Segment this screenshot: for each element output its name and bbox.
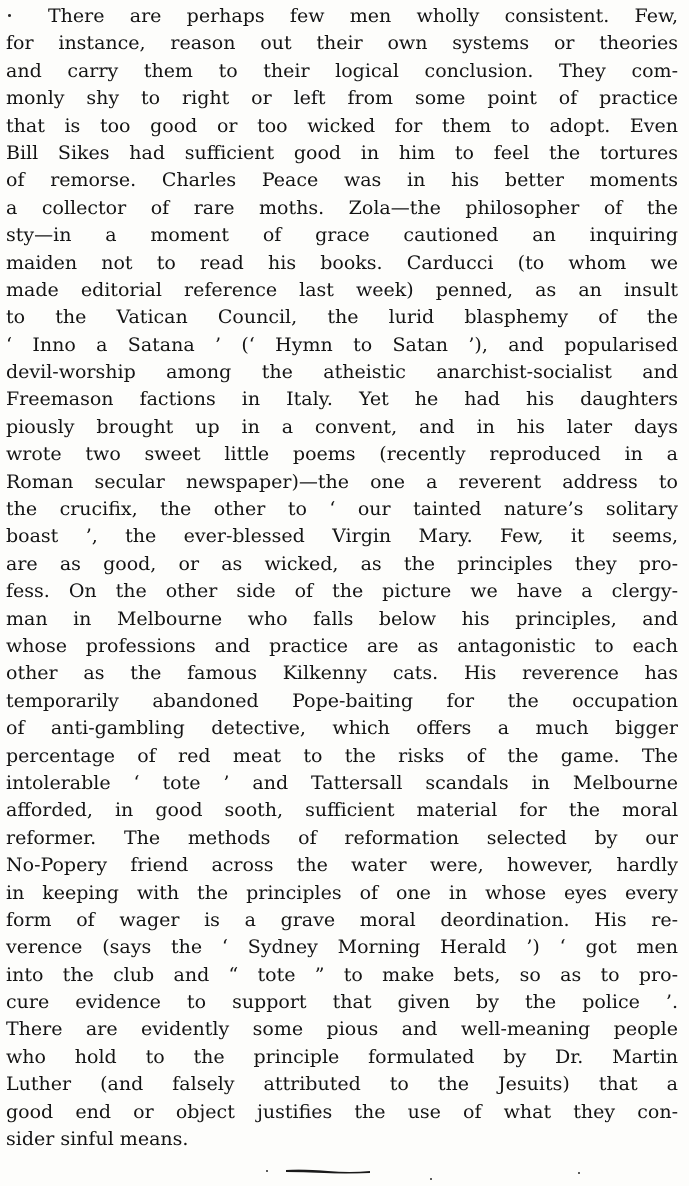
article-line: for instance, reason out their own systems or theories <box>6 32 678 55</box>
article-line: cure evidence to support that given by the police ’. <box>6 991 678 1014</box>
article-line: a collector of rare moths. Zola—the philosopher of the <box>6 196 678 219</box>
article-line: Roman secular newspaper)—the one a reverent address to <box>6 470 678 493</box>
article-line: form of wager is a grave moral deordination. His re- <box>6 908 678 931</box>
article-line: the crucifix, the other to ‘ our tainted nature’s solitary <box>6 498 678 521</box>
article-line: There are evidently some pious and well-meaning people <box>6 1018 678 1041</box>
article-line: whose professions and practice are as antagonistic to each <box>6 634 678 657</box>
print-speck <box>266 1170 268 1172</box>
article-line: There are perhaps few men wholly consistent. Few, <box>48 5 678 27</box>
article-line: ‘ Inno a Satana ’ (‘ Hymn to Satan ’), and popularised <box>6 333 678 356</box>
article-column <box>6 3 678 1153</box>
article-line: into the club and “ tote ” to make bets, so as to pro- <box>6 963 678 986</box>
article-line: temporarily abandoned Pope-baiting for the occupation <box>6 689 678 712</box>
article-line: reformer. The methods of reformation selected by our <box>6 826 678 849</box>
article-line: good end or object justifies the use of what they con- <box>6 1100 678 1123</box>
article-line: afforded, in good sooth, sufficient material for the moral <box>6 799 678 822</box>
print-speck <box>578 1172 580 1174</box>
article-line: are as good, or as wicked, as the principles they pro- <box>6 552 678 575</box>
article-line: percentage of red meat to the risks of the game. The <box>6 744 678 767</box>
article-line: that is too good or too wicked for them to adopt. Even <box>6 114 678 137</box>
article-line: Luther (and falsely attributed to the Jesuits) that a <box>6 1073 678 1096</box>
article-line: devil-worship among the atheistic anarchist-socialist and <box>6 361 678 384</box>
article-line: wrote two sweet little poems (recently reproduced in a <box>6 443 678 466</box>
article-line: sider sinful means. <box>6 1128 189 1151</box>
article-line: man in Melbourne who falls below his principles, and <box>6 607 678 630</box>
article-line: boast ’, the ever-blessed Virgin Mary. Few, it seems, <box>6 525 678 548</box>
article-line: intolerable ‘ tote ’ and Tattersall scandals in Melbourne <box>6 771 678 794</box>
article-line: of anti-gambling detective, which offers a much bigger <box>6 717 678 740</box>
article-line: Freemason factions in Italy. Yet he had his daughters <box>6 388 678 411</box>
article-line: No-Popery friend across the water were, however, hardly <box>6 854 678 877</box>
article-line: maiden not to read his books. Carducci (to whom we <box>6 251 678 274</box>
end-rule-ornament <box>284 1168 372 1174</box>
article-line: fess. On the other side of the picture we have a clergy- <box>6 580 678 603</box>
article-line: sty—in a moment of grace cautioned an inquiring <box>6 224 678 247</box>
article-line: in keeping with the principles of one in whose eyes every <box>6 881 678 904</box>
article-line: and carry them to their logical conclusion. They com- <box>6 59 678 82</box>
print-speck <box>8 14 11 17</box>
article-line: to the Vatican Council, the lurid blasphemy of the <box>6 306 678 329</box>
article-line: made editorial reference last week) penned, as an insult <box>6 278 678 301</box>
article-line: piously brought up in a convent, and in his later days <box>6 415 678 438</box>
article-line: monly shy to right or left from some point of practice <box>6 87 678 110</box>
print-speck <box>430 1178 432 1180</box>
article-line: of remorse. Charles Peace was in his better moments <box>6 169 678 192</box>
article-line: Bill Sikes had sufficient good in him to feel the tortures <box>6 141 678 164</box>
article-line: other as the famous Kilkenny cats. His reverence has <box>6 662 678 685</box>
article-line: who hold to the principle formulated by Dr. Martin <box>6 1045 678 1068</box>
article-line: verence (says the ‘ Sydney Morning Herald ’) ‘ got men <box>6 936 678 959</box>
